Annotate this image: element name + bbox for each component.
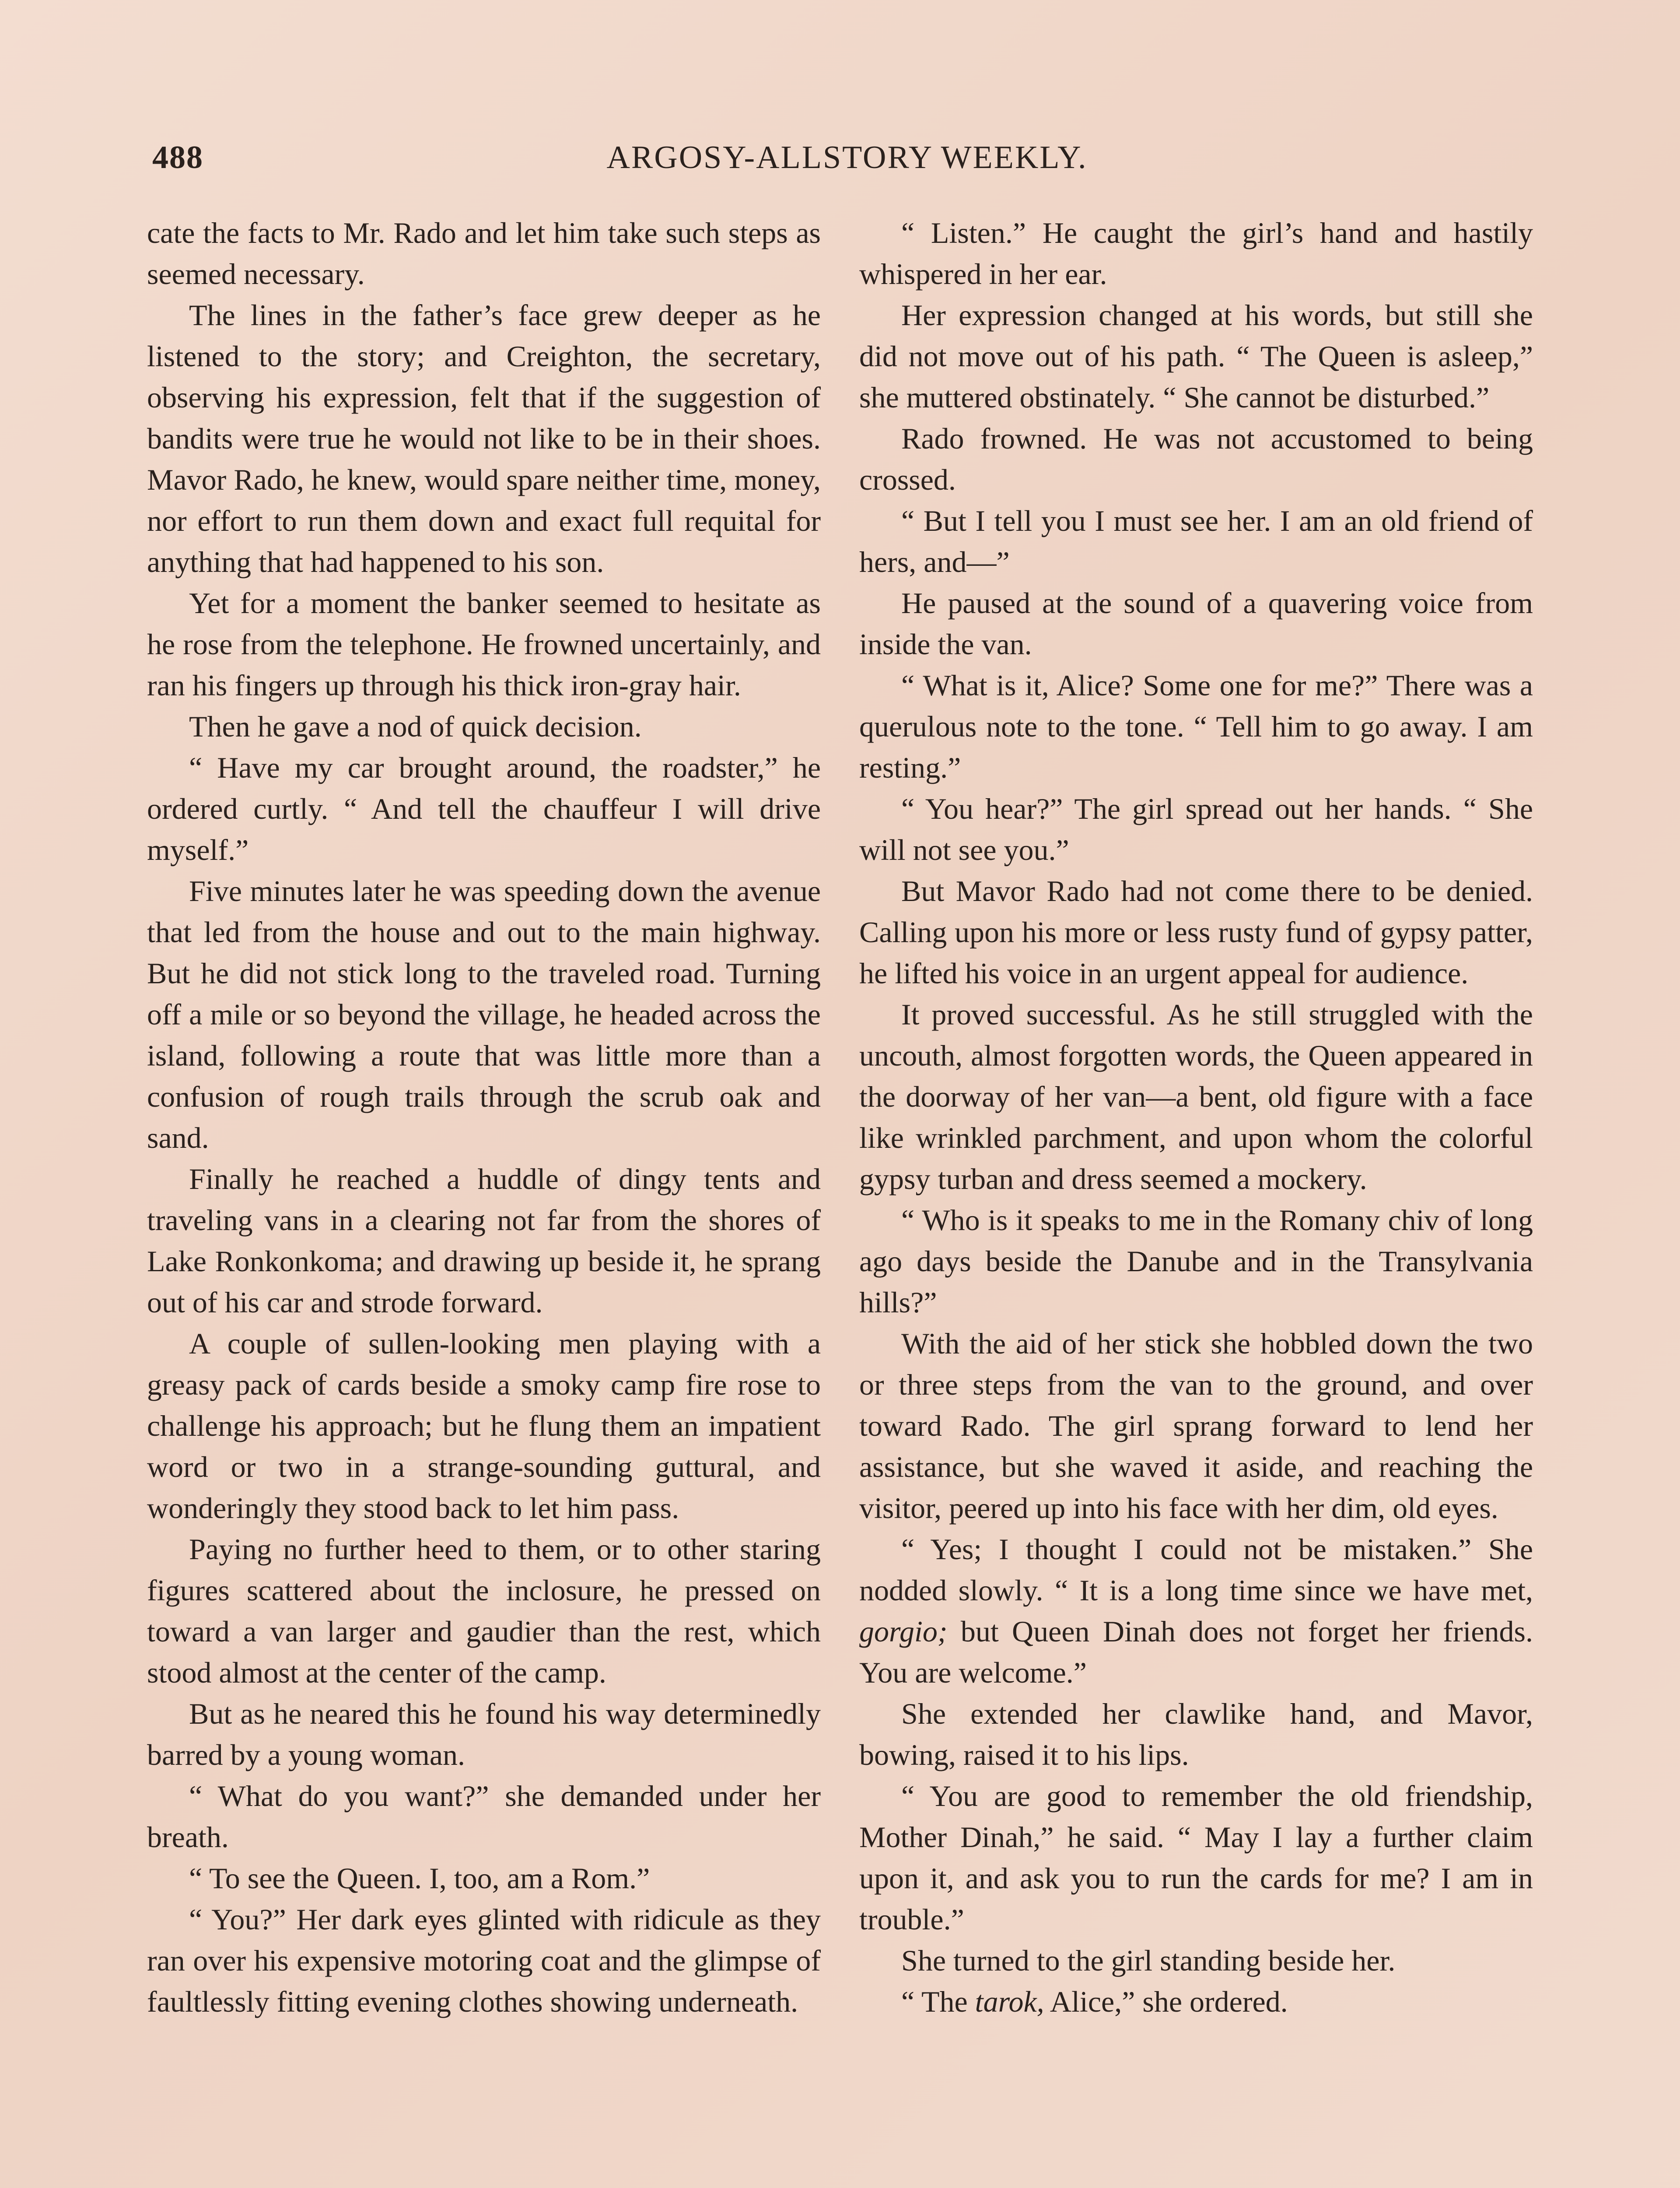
paragraph: But Mavor Rado had not come there to be denied. Calling upon his more or less rusty fund of gypsy patter, he lifted his voice in an urgent appeal for audience. bbox=[859, 874, 1533, 990]
paragraph: Yet for a moment the banker seemed to hesitate as he rose from the telephone. He frowned uncertainly, and ran his fingers up through his thick iron-gray hair. bbox=[147, 586, 821, 702]
paragraph: A couple of sullen-looking men playing with a greasy pack of cards beside a smoky camp fire rose to challenge his approach; but he flung them an impatient word or two in a strange-sounding guttural, and wonderingly they stood back to let him pass. bbox=[147, 1327, 821, 1525]
paragraph: Her expression changed at his words, but still she did not move out of his path. “ The Queen is asleep,” she muttered obstinately. “ She cannot be disturbed.” bbox=[859, 298, 1533, 414]
paragraph: Finally he reached a huddle of dingy tents and traveling vans in a clearing not far from the shores of Lake Ronkonkoma; and drawing up beside it, he sprang out of his car and strode forward. bbox=[147, 1162, 821, 1319]
paragraph: “ But I tell you I must see her. I am an old friend of hers, and—” bbox=[859, 504, 1533, 579]
paragraph: “ What do you want?” she demanded under her breath. bbox=[147, 1779, 821, 1854]
left-column bbox=[147, 212, 821, 2022]
text-run: “ Yes; I thought I could not be mistaken.” She nodded slowly. “ It is a long time since we have met, bbox=[859, 1532, 1533, 1607]
paragraph: It proved successful. As he still struggled with the uncouth, almost forgotten words, the Queen appeared in the doorway of her van—a bent, old figure with a face like wrinkled parchment, and upon whom the colorful gypsy turban and dress seemed a mockery. bbox=[859, 998, 1533, 1196]
paragraph: cate the facts to Mr. Rado and let him take such steps as seemed necessary. bbox=[147, 216, 821, 291]
italic-word: gorgio; bbox=[859, 1615, 948, 1648]
paragraph: “ To see the Queen. I, too, am a Rom.” bbox=[189, 1862, 650, 1895]
paragraph bbox=[859, 1529, 1533, 1693]
paragraph: But as he neared this he found his way determinedly barred by a young woman. bbox=[147, 1697, 821, 1771]
text-run: but Queen Dinah does not forget her friends. You are welcome.” bbox=[859, 1615, 1533, 1689]
italic-word: tarok, bbox=[975, 1985, 1044, 2018]
running-title: ARGOSY-ALLSTORY WEEKLY. bbox=[606, 140, 1088, 175]
paragraph: Paying no further heed to them, or to other staring figures scattered about the inclosure, he pressed on toward a van larger and gaudier than the rest, which stood almost at the center of the camp. bbox=[147, 1532, 821, 1689]
paragraph: “ Have my car brought around, the roadster,” he ordered curtly. “ And tell the chauffeur I will drive myself.” bbox=[147, 751, 821, 866]
paragraph: Rado frowned. He was not accustomed to being crossed. bbox=[859, 422, 1533, 496]
right-column bbox=[859, 212, 1533, 2022]
paragraph: “ Listen.” He caught the girl’s hand and hastily whispered in her ear. bbox=[859, 216, 1533, 291]
text-run: “ The bbox=[901, 1985, 975, 2018]
page-number: 488 bbox=[152, 140, 203, 175]
paragraph: The lines in the father’s face grew deeper as he listened to the story; and Creighton, the secretary, observing his expression, felt that if the suggestion of bandits were true he would not like to be in their shoes. Mavor Rado, he knew, would spare neither time, money, nor effort to run them down and exact full requital for anything that had happened to his son. bbox=[147, 298, 821, 579]
paragraph: With the aid of her stick she hobbled down the two or three steps from the van to the ground, and over toward Rado. The girl sprang forward to lend her assistance, but she waved it aside, and reaching the visitor, peered up into his face with her dim, old eyes. bbox=[859, 1327, 1533, 1525]
paragraph: “ You are good to remember the old friendship, Mother Dinah,” he said. “ May I lay a further claim upon it, and ask you to run the cards for me? I am in trouble.” bbox=[859, 1779, 1533, 1936]
text-run: Alice,” she ordered. bbox=[1044, 1985, 1288, 2018]
paragraph: “ What is it, Alice? Some one for me?” There was a querulous note to the tone. “ Tell him to go away. I am resting.” bbox=[859, 669, 1533, 784]
paragraph: “ You?” Her dark eyes glinted with ridicule as they ran over his expensive motoring coat and the glimpse of faultlessly fitting evening clothes showing underneath. bbox=[147, 1903, 821, 2018]
paragraph: He paused at the sound of a quavering voice from inside the van. bbox=[859, 586, 1533, 661]
paragraph: Five minutes later he was speeding down the avenue that led from the house and out to the main highway. But he did not stick long to the traveled road. Turning off a mile or so beyond the village, he headed across the island, following a route that was little more than a confusion of rough trails through the scrub oak and sand. bbox=[147, 874, 821, 1154]
paragraph: “ You hear?” The girl spread out her hands. “ She will not see you.” bbox=[859, 792, 1533, 866]
page-header bbox=[147, 139, 1547, 183]
paragraph: She extended her clawlike hand, and Mavor, bowing, raised it to his lips. bbox=[859, 1697, 1533, 1771]
paragraph: Then he gave a nod of quick decision. bbox=[189, 710, 642, 743]
paragraph: “ Who is it speaks to me in the Romany chiv of long ago days beside the Danube and in the Transylvania hills?” bbox=[859, 1203, 1533, 1319]
paragraph: She turned to the girl standing beside her. bbox=[901, 1944, 1396, 1977]
paragraph bbox=[859, 1981, 1533, 2022]
